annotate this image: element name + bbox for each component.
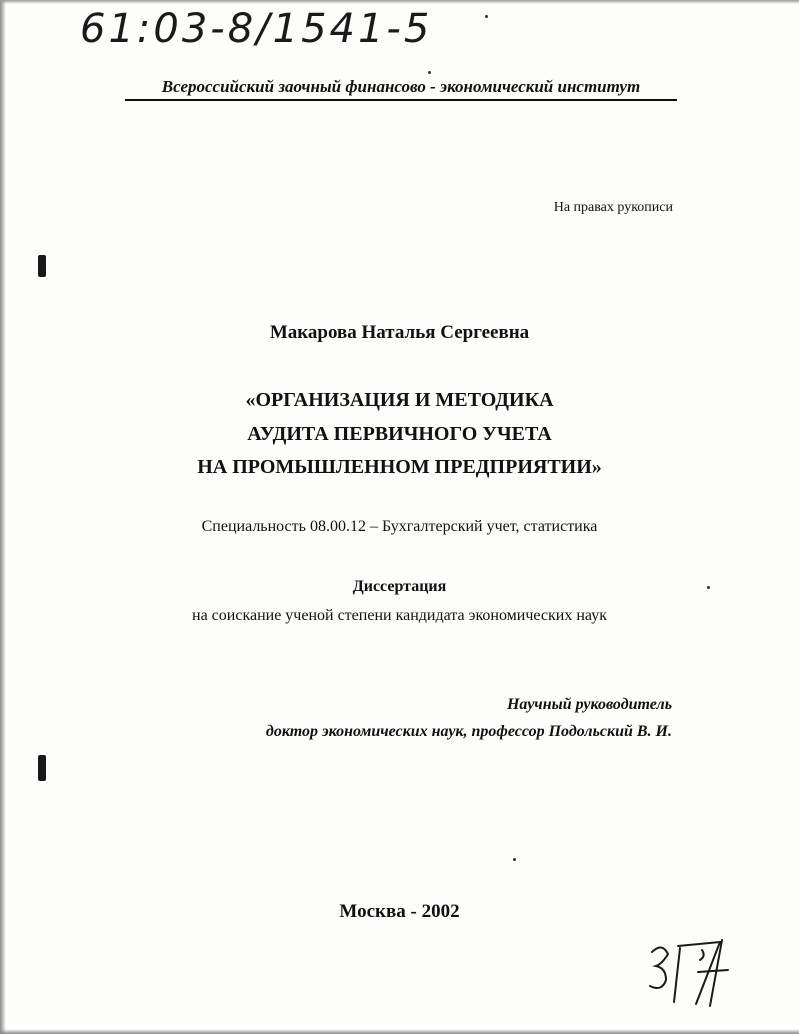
handwritten-stamp [640,930,740,1010]
specialty-line: Специальность 08.00.12 – Бухгалтерский учет, статистика [201,518,598,535]
manuscript-rights-note: На правах рукописи [553,200,673,215]
archive-code-text: 61:03-8/1541-5 [80,6,433,52]
binding-mark [38,755,46,781]
thesis-title-line: НА ПРОМЫШЛЕННОМ ПРЕДПРИЯТИИ» [197,456,602,478]
thesis-title-line: АУДИТА ПЕРВИЧНОГО УЧЕТА [247,423,552,445]
scan-speck [513,858,516,861]
thesis-title-line: «ОРГАНИЗАЦИЯ И МЕТОДИКА [245,389,554,411]
scan-edge-bottom [0,1029,799,1034]
scan-speck [485,15,488,18]
binding-mark [38,255,46,277]
city-year: Москва - 2002 [339,901,460,922]
degree-line: на соискание ученой степени кандидата экономических наук [192,607,607,624]
scan-speck [428,71,431,74]
author-name: Макарова Наталья Сергеевна [269,322,530,343]
supervisor-name: доктор экономических наук, профессор Подольский В. И. [265,723,672,740]
scan-edge-left [0,0,6,1034]
supervisor-label: Научный руководитель [506,696,672,713]
handwritten-archive-code [80,2,480,52]
document-type: Диссертация [352,578,447,595]
institute-name: Всероссийский заочный финансово - экономический институт [161,77,641,96]
institute-underline [125,99,677,101]
